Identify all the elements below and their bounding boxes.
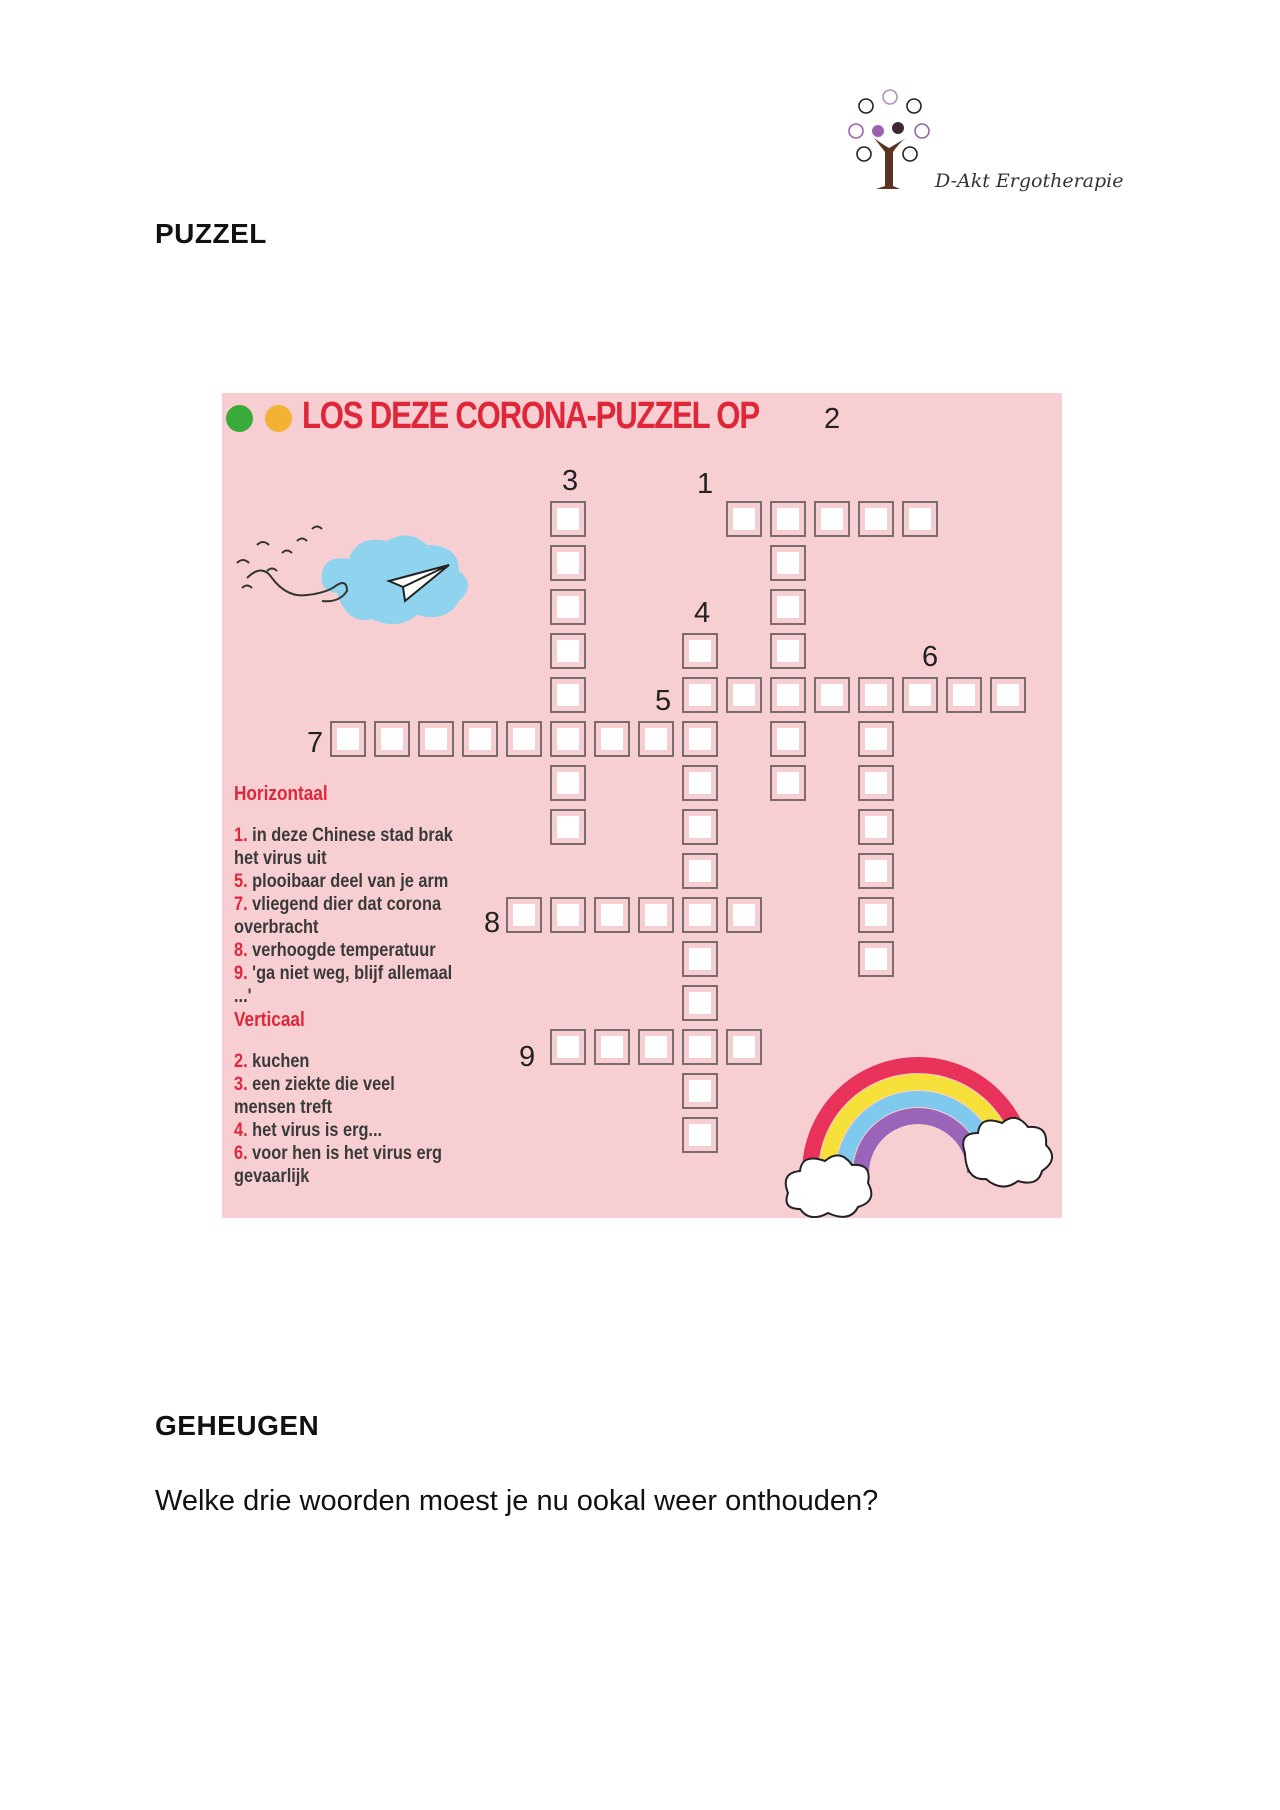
logo-tree-icon xyxy=(838,86,938,196)
crossword-cell[interactable] xyxy=(684,635,716,667)
clue-item: 3. een ziekte die veel mensen treft xyxy=(234,1074,395,1118)
crossword-cell[interactable] xyxy=(772,591,804,623)
crossword-cell[interactable] xyxy=(508,723,540,755)
crossword-cell[interactable] xyxy=(728,899,760,931)
clue-item: 7. vliegend dier dat corona overbracht xyxy=(234,894,442,938)
crossword-cell[interactable] xyxy=(376,723,408,755)
crossword-cell[interactable] xyxy=(860,811,892,843)
crossword-cell[interactable] xyxy=(552,547,584,579)
clue-item: 6. voor hen is het virus erg gevaarlijk xyxy=(234,1143,442,1187)
clues-horizontal-heading: Horizontaal xyxy=(234,783,328,805)
crossword-cell[interactable] xyxy=(684,943,716,975)
crossword-cell[interactable] xyxy=(948,679,980,711)
crossword-cell[interactable] xyxy=(552,899,584,931)
crossword-cell[interactable] xyxy=(772,723,804,755)
crossword-cell[interactable] xyxy=(640,723,672,755)
green-dot-icon xyxy=(226,405,253,432)
clues-vertical-heading: Verticaal xyxy=(234,1009,305,1031)
crossword-cell[interactable] xyxy=(684,855,716,887)
crossword-cell[interactable] xyxy=(684,679,716,711)
number-8: 8 xyxy=(484,907,501,939)
crossword-cell[interactable] xyxy=(640,899,672,931)
crossword-cell[interactable] xyxy=(728,503,760,535)
crossword-cell[interactable] xyxy=(420,723,452,755)
crossword-cell[interactable] xyxy=(464,723,496,755)
crossword-cell[interactable] xyxy=(552,503,584,535)
number-1: 1 xyxy=(697,468,714,500)
crossword-puzzle xyxy=(222,393,1062,1218)
number-9: 9 xyxy=(519,1041,536,1073)
yellow-dot-icon xyxy=(265,405,292,432)
crossword-cell[interactable] xyxy=(904,679,936,711)
number-6: 6 xyxy=(922,641,939,673)
number-4: 4 xyxy=(694,597,711,629)
clue-item: 8. verhoogde temperatuur xyxy=(234,940,436,961)
crossword-cell[interactable] xyxy=(552,811,584,843)
crossword-cell[interactable] xyxy=(816,503,848,535)
crossword-cell[interactable] xyxy=(860,679,892,711)
crossword-cell[interactable] xyxy=(640,1031,672,1063)
clues-horizontal xyxy=(234,783,458,1008)
memory-heading: GEHEUGEN xyxy=(155,1410,320,1441)
clues-vertical xyxy=(234,1009,458,1188)
crossword-cell[interactable] xyxy=(552,767,584,799)
puzzle-heading: PUZZEL xyxy=(155,218,267,249)
crossword-cell[interactable] xyxy=(860,723,892,755)
clue-item: 1. in deze Chinese stad brak het virus uit xyxy=(234,825,453,869)
crossword-cell[interactable] xyxy=(684,1119,716,1151)
crossword-cell[interactable] xyxy=(596,723,628,755)
crossword-cell[interactable] xyxy=(860,855,892,887)
clue-item: 2. kuchen xyxy=(234,1051,310,1072)
crossword-cell[interactable] xyxy=(552,635,584,667)
crossword-cell[interactable] xyxy=(728,679,760,711)
crossword-cell[interactable] xyxy=(332,723,364,755)
crossword-cell[interactable] xyxy=(772,635,804,667)
crossword-cell[interactable] xyxy=(552,591,584,623)
clue-item: 9. 'ga niet weg, blijf allemaal ...' xyxy=(234,963,453,1007)
crossword-cell[interactable] xyxy=(772,679,804,711)
crossword-cell[interactable] xyxy=(684,987,716,1019)
crossword-cell[interactable] xyxy=(684,1075,716,1107)
rainbow-icon xyxy=(780,1003,1060,1218)
cloud-paper-plane-icon xyxy=(227,523,497,633)
puzzle-title: LOS DEZE CORONA-PUZZEL OP xyxy=(302,395,759,437)
crossword-cell[interactable] xyxy=(552,679,584,711)
crossword-cell[interactable] xyxy=(508,899,540,931)
crossword-cell[interactable] xyxy=(904,503,936,535)
number-7: 7 xyxy=(307,727,324,759)
crossword-cell[interactable] xyxy=(684,723,716,755)
crossword-cell[interactable] xyxy=(552,723,584,755)
crossword-cell[interactable] xyxy=(684,1031,716,1063)
crossword-cell[interactable] xyxy=(684,811,716,843)
memory-question: Welke drie woorden moest je nu ookal weer onthouden? xyxy=(155,1485,879,1517)
crossword-cell[interactable] xyxy=(860,943,892,975)
crossword-cell[interactable] xyxy=(772,547,804,579)
number-5: 5 xyxy=(655,685,672,717)
crossword-cell[interactable] xyxy=(596,1031,628,1063)
crossword-cell[interactable] xyxy=(992,679,1024,711)
crossword-cell[interactable] xyxy=(816,679,848,711)
crossword-cell[interactable] xyxy=(596,899,628,931)
logo-text: D-Akt Ergotherapie xyxy=(935,170,1124,192)
crossword-cell[interactable] xyxy=(860,767,892,799)
crossword-cell[interactable] xyxy=(772,503,804,535)
crossword-cell[interactable] xyxy=(860,899,892,931)
crossword-cell[interactable] xyxy=(772,767,804,799)
clue-item: 5. plooibaar deel van je arm xyxy=(234,871,449,892)
number-2: 2 xyxy=(824,403,841,435)
number-3: 3 xyxy=(562,465,579,497)
crossword-cell[interactable] xyxy=(728,1031,760,1063)
crossword-cell[interactable] xyxy=(860,503,892,535)
clue-item: 4. het virus is erg... xyxy=(234,1120,383,1141)
crossword-cell[interactable] xyxy=(684,767,716,799)
crossword-cell[interactable] xyxy=(552,1031,584,1063)
crossword-cell[interactable] xyxy=(684,899,716,931)
